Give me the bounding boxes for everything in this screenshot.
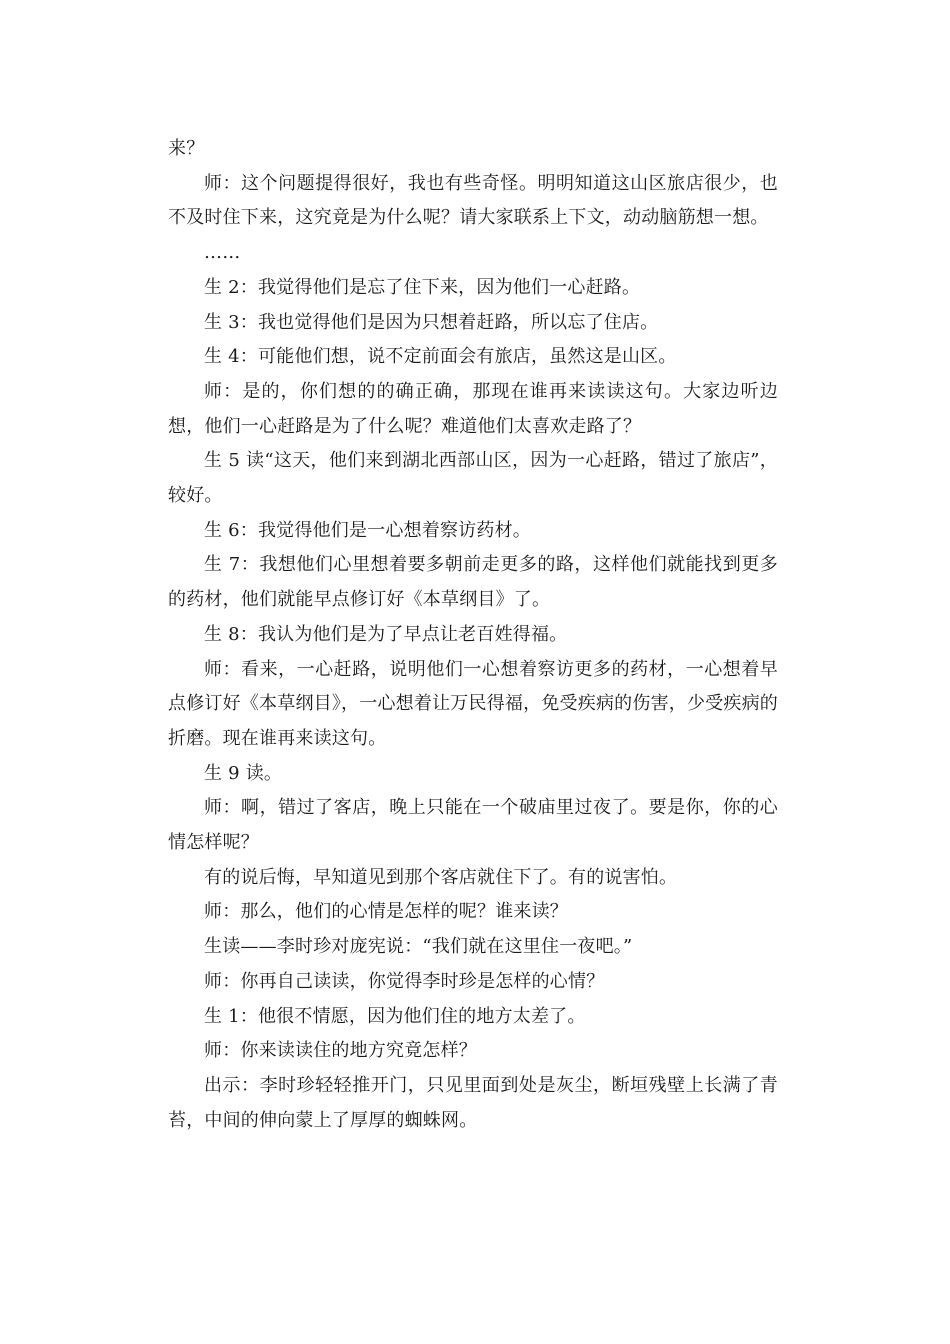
- paragraph-3: 生 2：我觉得他们是忘了住下来，因为他们一心赶路。: [204, 276, 641, 298]
- paragraph-1: 师：这个问题提得很好，我也有些奇怪。明明知道这山区旅店很少，也不及时住下来，这究竟是为什么呢？请大家联系上下文，动动脑筋想一想。: [168, 172, 778, 229]
- paragraph-5: 生 4：可能他们想，说不定前面会有旅店，虽然这是山区。: [204, 346, 677, 368]
- paragraph-6: 师：是的，你们想的的确正确，那现在谁再来读读这句。大家边听边想，他们一心赶路是为了什么呢？难道他们太喜欢走路了？: [168, 380, 778, 437]
- paragraph-8: 生 6：我觉得他们是一心想着察访药材。: [204, 519, 531, 541]
- paragraph-15: 师：那么，他们的心情是怎样的呢？谁来读？: [204, 901, 568, 923]
- paragraph-4: 生 3：我也觉得他们是因为只想着赶路，所以忘了住店。: [204, 311, 659, 333]
- paragraph-19: 师：你来读读住的地方究竟怎样？: [204, 1040, 477, 1062]
- paragraph-7: 生 5 读“这天，他们来到湖北西部山区，因为一心赶路，错过了旅店”，较好。: [168, 450, 778, 507]
- paragraph-20: 出示：李时珍轻轻推开门，只见里面到处是灰尘，断垣残壁上长满了青苔，中间的伸向蒙上了厚厚的蜘蛛网。: [168, 1074, 778, 1131]
- paragraph-2: ……: [204, 242, 241, 264]
- paragraph-13: 师：啊，错过了客店，晚上只能在一个破庙里过夜了。要是你，你的心情怎样呢？: [168, 797, 778, 854]
- paragraph-16: 生读——李时珍对庞宪说：“我们就在这里住一夜吧。”: [204, 936, 633, 958]
- paragraph-11: 师：看来，一心赶路，说明他们一心想着察访更多的药材，一心想着早点修订好《本草纲目》，一心想着让万民得福，免受疾病的伤害，少受疾病的折磨。现在谁再来读这句。: [168, 658, 778, 749]
- paragraph-17: 师：你再自己读读，你觉得李时珍是怎样的心情？: [204, 970, 605, 992]
- paragraph-10: 生 8：我认为他们是为了早点让老百姓得福。: [204, 623, 568, 645]
- document-body: [168, 132, 778, 1138]
- paragraph-0: 来？: [168, 138, 205, 159]
- paragraph-12: 生 9 读。: [204, 762, 283, 784]
- paragraph-9: 生 7：我想他们心里想着要多朝前走更多的路，这样他们就能找到更多的药材，他们就能早点修订好《本草纲目》了。: [168, 554, 778, 611]
- paragraph-18: 生 1：他很不情愿，因为他们住的地方太差了。: [204, 1005, 586, 1027]
- paragraph-14: 有的说后悔，早知道见到那个客店就住下了。有的说害怕。: [204, 866, 678, 888]
